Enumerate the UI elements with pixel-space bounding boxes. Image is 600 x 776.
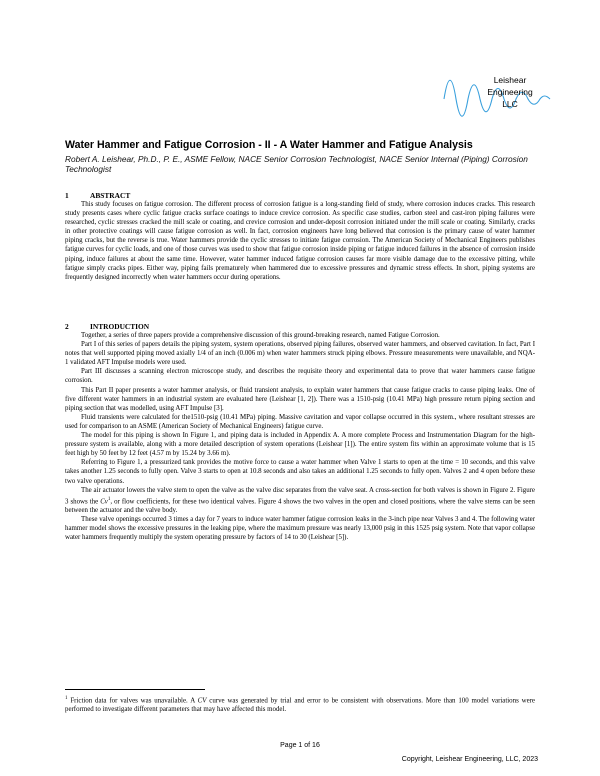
footnote-cv: CV	[197, 697, 207, 705]
footnote-ref[interactable]: 1	[107, 496, 111, 502]
logo-text	[475, 74, 545, 110]
intro-paragraph-8-part-b: , or flow coefficients, for these two identical valves. Figure 4 shows the two valves in the open and closed positions, where the valve stems can be seen between the actuator and the valve body.	[65, 497, 535, 515]
introduction-text	[65, 331, 535, 542]
section-number: 2	[65, 322, 69, 331]
intro-paragraph-7: Referring to Figure 1, a pressurized tank provides the motive force to cause a water hammer when Valve 1 starts to open at the time = 10 seconds, and this valve takes another 1.25 seconds to fully open. Valve 3 starts to open at 10.8 seconds and also takes an additional 1.25 seconds to fully open. Valves 2 and 4 open before these two valve operations.	[65, 459, 535, 485]
footnote-divider	[65, 689, 205, 690]
section-title: INTRODUCTION	[90, 322, 150, 331]
copyright: Copyright, Leishear Engineering, LLC, 2023	[401, 756, 538, 763]
abstract-paragraph: This study focuses on fatigue corrosion. The different process of corrosion fatigue is a long-standing field of study, where corrosion induces cracks. This research study presents cases where cyclic fatigue cracks surface coatings to induce crevice corrosion. As specific case studies, carbon steel and cast-iron piping failures were researched, cyclic stresses cracked the mill scale or coating, and crevice corrosion and under-deposit corrosion initiated under the mill scale or coating. Similarly, cracks in other protective coatings will cause fatigue corrosion as well. In fact, corrosion engineers have long believed that corrosion is the primary cause of water hammer piping cracks, but the reverse is true. Water hammers provide the cyclic stresses to initiate fatigue corrosion. The American Society of Mechanical Engineers publishes fatigue curves for cyclic loads, and one of those curves was used to show that fatigue corrosion inside piping or fatigue induced failures in the absence of corrosion inside piping, induce failures at about the same time. However, water hammer induced fatigue corrosion causes far more visible damage due to the excessive pitting, while fatigue simply cracks pipes. Either way, piping fails prematurely when hammered due to excessive pressures and dynamic stress effects. In short, piping systems are frequently designed incorrectly when water hammers occur during operations.	[65, 201, 535, 281]
intro-paragraph-6: The model for this piping is shown In Figure 1, and piping data is included in Appendix A. A more complete Process and Instrumentation Diagram for the high-pressure system is available, along with a more detailed description of system operations (Leishear [1]). The entire system fits within an approximate volume that is 15 feet high by 50 feet by 12 feet (4.57 m by 15.24 by 3.66 m).	[65, 432, 535, 458]
intro-paragraph-8	[65, 486, 535, 516]
footnote-mark: 1	[65, 696, 68, 701]
logo-line-3: LLC	[502, 99, 518, 109]
author-line: Robert A. Leishear, Ph.D., P. E., ASME Fellow, NACE Senior Corrosion Technologist, NACE Senior Internal (Piping) Corrosion Technologist	[65, 154, 528, 174]
section-title: ABSTRACT	[90, 191, 131, 200]
footnote	[65, 694, 535, 714]
intro-paragraph-4: This Part II paper presents a water hammer analysis, or fluid transient analysis, to explain water hammers that cause fatigue cracks to cause piping leaks. One of five different water hammers in an industrial system are evaluated here (Leishear [1, 2]). There was a 1510-psig (10.41 MPa) high pressure return piping section and piping section that was modelled, using AFT Impulse [3].	[65, 386, 535, 412]
intro-paragraph-8-part-a: The air actuator lowers the valve stem to open the valve as the valve disc separates from the valve seat. A cross-section for both valves is shown in Figure 2. Figure 3 shows the	[65, 486, 535, 505]
section-heading-introduction	[65, 322, 149, 331]
logo-line-2: Engineering	[487, 87, 533, 97]
page-number: Page 1 of 16	[280, 742, 320, 749]
abstract-text	[65, 200, 535, 282]
footnote-text-a: Friction data for valves was unavailable. A	[67, 697, 198, 705]
intro-paragraph-2: Part I of this series of papers details the piping system, system operations, observed piping failures, observed water hammers, and observed cavitation. In fact, Part I notes that well supported piping moved axially 1/4 of an inch (0.006 m) when water hammers struck piping elbows. Pressure measurements were unavailable, and NQA-1 validated AFT Impulse models were used.	[65, 341, 535, 367]
intro-paragraph-3: Part III discusses a scanning electron microscope study, and describes the requisite theory and experimental data to prove that water hammers cause fatigue corrosion.	[65, 368, 535, 385]
intro-paragraph-5: Fluid transients were calculated for the1510-psig (10.41 MPa) piping. Massive cavitation and vapor collapse occurred in this system., where resultant stresses are used for comparison to an ASME (American Society of Mechanical Engineers) fatigue curve.	[65, 413, 535, 430]
intro-paragraph-9: These valve openings occurred 3 times a day for 7 years to induce water hammer fatigue corrosion leaks in the 3-inch pipe near Valves 3 and 4. The following water hammer model shows the excessive pressures in the leaking pipe, where the maximum pressure was nearly 13,000 psig in this 1525 psig system. Note that vapor collapse water hammers frequently multiply the system operating pressure by factors of 14 to 30 (Leishear [5]).	[65, 516, 535, 542]
cv-symbol: Cv	[100, 497, 108, 505]
section-number: 1	[65, 191, 69, 200]
intro-paragraph-1: Together, a series of three papers provide a comprehensive discussion of this ground-breaking research, named Fatigue Corrosion.	[81, 332, 440, 339]
footnote-text-b: curve was generated by trial and error to be consistent with observations. More than 100 model variations were performed to investigate different parameters that may have affected this model.	[65, 697, 535, 714]
logo-line-1: Leishear	[493, 75, 527, 85]
paper-title: Water Hammer and Fatigue Corrosion - II - A Water Hammer and Fatigue Analysis	[65, 139, 473, 151]
section-heading-abstract	[65, 191, 130, 200]
